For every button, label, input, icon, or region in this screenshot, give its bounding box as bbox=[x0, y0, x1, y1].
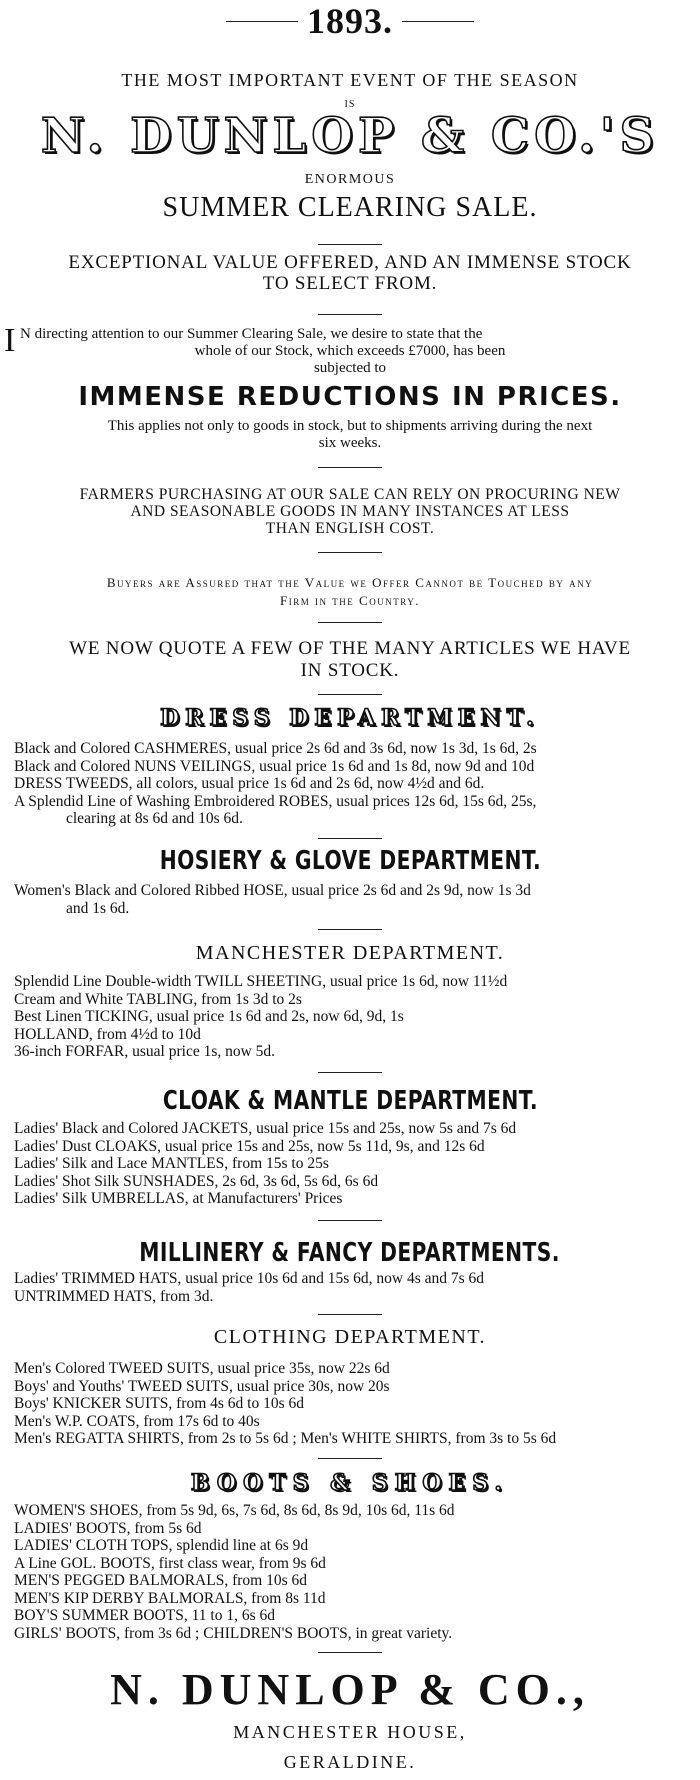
company-name: N. DUNLOP & CO.'S bbox=[40, 108, 660, 164]
list-item: Men's REGATTA SHIRTS, from 2s to 5s 6d ; Men's WHITE SHIRTS, from 3s to 5s 6d bbox=[14, 1430, 557, 1447]
footer-company-wrap bbox=[0, 1664, 700, 1715]
list-item: Boys' and Youths' TWEED SUITS, usual price 30s, now 20s bbox=[14, 1377, 390, 1395]
list-item: clearing at 8s 6d and 10s 6d. bbox=[66, 810, 243, 827]
list-item: Ladies' Dust CLOAKS, usual price 15s and 25s, now 5s 11d, 9s, and 12s 6d bbox=[14, 1137, 485, 1155]
divider bbox=[0, 467, 700, 468]
list-item: Best Linen TICKING, usual price 1s 6d and 2s, now 6d, 9d, 1s bbox=[14, 1008, 404, 1025]
buyers-block bbox=[0, 574, 700, 610]
year: 1893. bbox=[307, 1, 393, 41]
list-item: and 1s 6d. bbox=[66, 899, 130, 917]
divider bbox=[0, 622, 700, 623]
applies-block bbox=[0, 418, 700, 452]
quote-block bbox=[0, 638, 700, 682]
year-rule-right bbox=[402, 21, 474, 22]
divider bbox=[0, 1072, 700, 1073]
hosiery-heading: HOSIERY & GLOVE DEPARTMENT. bbox=[159, 846, 541, 876]
list-item: WOMEN'S SHOES, from 5s 9d, 6s, 7s 6d, 8s 6d, 8s 9d, 10s 6d, 11s 6d bbox=[14, 1502, 455, 1519]
divider bbox=[0, 1314, 700, 1315]
list-item: Ladies' Black and Colored JACKETS, usual price 15s and 25s, now 5s and 7s 6d bbox=[14, 1120, 517, 1137]
quote-line1: WE NOW QUOTE A FEW OF THE MANY ARTICLES WE HAVE bbox=[69, 638, 631, 659]
footer-company: N. DUNLOP & CO., bbox=[110, 1665, 590, 1714]
dress-heading: DRESS DEPARTMENT. bbox=[160, 705, 540, 731]
clothing-heading: CLOTHING DEPARTMENT. bbox=[213, 1326, 487, 1348]
list-item: UNTRIMMED HATS, from 3d. bbox=[14, 1287, 214, 1305]
list-item: Ladies' Shot Silk SUNSHADES, 2s 6d, 3s 6d, 5s 6d, 6s 6d bbox=[14, 1172, 379, 1190]
farmers-line2: AND SEASONABLE GOODS IN MANY INSTANCES AT LESS bbox=[130, 503, 570, 520]
headline-line1: THE MOST IMPORTANT EVENT OF THE SEASON bbox=[121, 70, 579, 90]
footer-town: GERALDINE. bbox=[283, 1752, 417, 1772]
drop-cap: I bbox=[4, 322, 16, 359]
farmers-block bbox=[0, 486, 700, 537]
list-item: Cream and White TABLING, from 1s 3d to 2s bbox=[14, 990, 302, 1008]
list-item: Ladies' TRIMMED HATS, usual price 10s 6d and 15s 6d, now 4s and 7s 6d bbox=[14, 1270, 485, 1287]
buyers-line1: Buyers are Assured that the Value we Offer Cannot be Touched by any bbox=[106, 575, 594, 590]
divider bbox=[0, 1652, 700, 1653]
millinery-heading: MILLINERY & FANCY DEPARTMENTS. bbox=[139, 1238, 561, 1268]
list-item: Men's W.P. COATS, from 17s 6d to 40s bbox=[14, 1412, 260, 1430]
list-item: BOY'S SUMMER BOOTS, 11 to 1, 6s 6d bbox=[14, 1607, 276, 1624]
list-item: 36-inch FORFAR, usual price 1s, now 5d. bbox=[14, 1043, 276, 1060]
list-item: HOLLAND, from 4½d to 10d bbox=[14, 1025, 201, 1043]
exceptional-line1: EXCEPTIONAL VALUE OFFERED, AND AN IMMENSE STOCK bbox=[68, 252, 632, 273]
list-item: DRESS TWEEDS, all colors, usual price 1s 6d and 2s 6d, now 4½d and 6d. bbox=[14, 775, 485, 792]
directing-line2: whole of our Stock, which exceeds £7000, has been bbox=[194, 343, 506, 359]
sale-title: SUMMER CLEARING SALE. bbox=[162, 192, 538, 223]
headline-is: IS bbox=[344, 99, 356, 110]
buyers-line2: Firm in the Country. bbox=[280, 593, 420, 608]
applies-line1: This applies not only to goods in stock, but to shipments arriving during the next bbox=[107, 418, 593, 434]
list-item: A Splendid Line of Washing Embroidered ROBES, usual prices 12s 6d, 15s 6d, 25s, bbox=[14, 792, 537, 810]
clothing-items bbox=[14, 1360, 694, 1448]
list-item: Ladies' Silk and Lace MANTLES, from 15s to 25s bbox=[14, 1155, 329, 1172]
manchester-items bbox=[14, 973, 694, 1061]
farmers-line1: FARMERS PURCHASING AT OUR SALE CAN RELY ON PROCURING NEW bbox=[79, 486, 621, 503]
manchester-heading: MANCHESTER DEPARTMENT. bbox=[195, 942, 505, 964]
year-line bbox=[0, 0, 700, 42]
cloak-items bbox=[14, 1120, 694, 1208]
list-item: LADIES' BOOTS, from 5s 6d bbox=[14, 1519, 202, 1537]
divider bbox=[0, 552, 700, 553]
list-item: Ladies' Silk UMBRELLAS, at Manufacturers' Prices bbox=[14, 1190, 343, 1207]
divider bbox=[0, 1458, 700, 1459]
boots-heading-wrap bbox=[0, 1470, 700, 1496]
exceptional-line2: TO SELECT FROM. bbox=[262, 273, 438, 294]
reductions-banner bbox=[0, 382, 700, 412]
dress-heading-wrap bbox=[0, 705, 700, 731]
directing-line1: N directing attention to our Summer Clearing Sale, we desire to state that the bbox=[20, 326, 483, 342]
list-item: Black and Colored CASHMERES, usual price 2s 6d and 3s 6d, now 1s 3d, 1s 6d, 2s bbox=[14, 740, 537, 757]
millinery-heading-wrap bbox=[0, 1238, 700, 1268]
divider bbox=[0, 838, 700, 839]
list-item: Boys' KNICKER SUITS, from 4s 6d to 10s 6d bbox=[14, 1395, 304, 1412]
boots-heading: BOOTS & SHOES. bbox=[190, 1470, 510, 1496]
divider bbox=[0, 244, 700, 245]
list-item: Splendid Line Double-width TWILL SHEETING, usual price 1s 6d, now 11½d bbox=[14, 973, 508, 990]
divider bbox=[0, 314, 700, 315]
quote-line2: IN STOCK. bbox=[300, 660, 400, 681]
cloak-heading-wrap bbox=[0, 1086, 700, 1116]
dress-items bbox=[14, 740, 694, 828]
list-item: MEN'S KIP DERBY BALMORALS, from 8s 11d bbox=[14, 1589, 326, 1607]
hosiery-heading-wrap bbox=[0, 846, 700, 876]
divider bbox=[0, 929, 700, 930]
applies-line2: six weeks. bbox=[318, 435, 382, 451]
list-item: LADIES' CLOTH TOPS, splendid line at 6s 9d bbox=[14, 1537, 309, 1554]
year-rule-left bbox=[226, 21, 298, 22]
divider bbox=[0, 694, 700, 695]
millinery-items bbox=[14, 1270, 694, 1305]
cloak-heading: CLOAK & MANTLE DEPARTMENT. bbox=[162, 1086, 538, 1116]
list-item: Men's Colored TWEED SUITS, usual price 35s, now 22s 6d bbox=[14, 1360, 390, 1377]
footer-house: MANCHESTER HOUSE, bbox=[233, 1722, 467, 1742]
directing-line3: subjected to bbox=[313, 360, 387, 376]
boots-items bbox=[14, 1502, 694, 1642]
divider bbox=[0, 1220, 700, 1221]
directing-paragraph bbox=[0, 322, 700, 377]
reductions-heading: IMMENSE REDUCTIONS IN PRICES. bbox=[78, 382, 622, 412]
list-item: GIRLS' BOOTS, from 3s 6d ; CHILDREN'S BOOTS, in great variety. bbox=[14, 1624, 453, 1642]
list-item: A Line GOL. BOOTS, first class wear, from 9s 6d bbox=[14, 1554, 326, 1572]
enormous-label: ENORMOUS bbox=[304, 172, 396, 187]
list-item: MEN'S PEGGED BALMORALS, from 10s 6d bbox=[14, 1572, 308, 1589]
list-item: Women's Black and Colored Ribbed HOSE, usual price 2s 6d and 2s 9d, now 1s 3d bbox=[14, 882, 531, 899]
list-item: Black and Colored NUNS VEILINGS, usual price 1s 6d and 1s 8d, now 9d and 10d bbox=[14, 757, 535, 775]
hosiery-items bbox=[14, 882, 694, 917]
exceptional-block bbox=[0, 252, 700, 294]
company-banner bbox=[0, 108, 700, 164]
farmers-line3: THAN ENGLISH COST. bbox=[265, 520, 435, 537]
